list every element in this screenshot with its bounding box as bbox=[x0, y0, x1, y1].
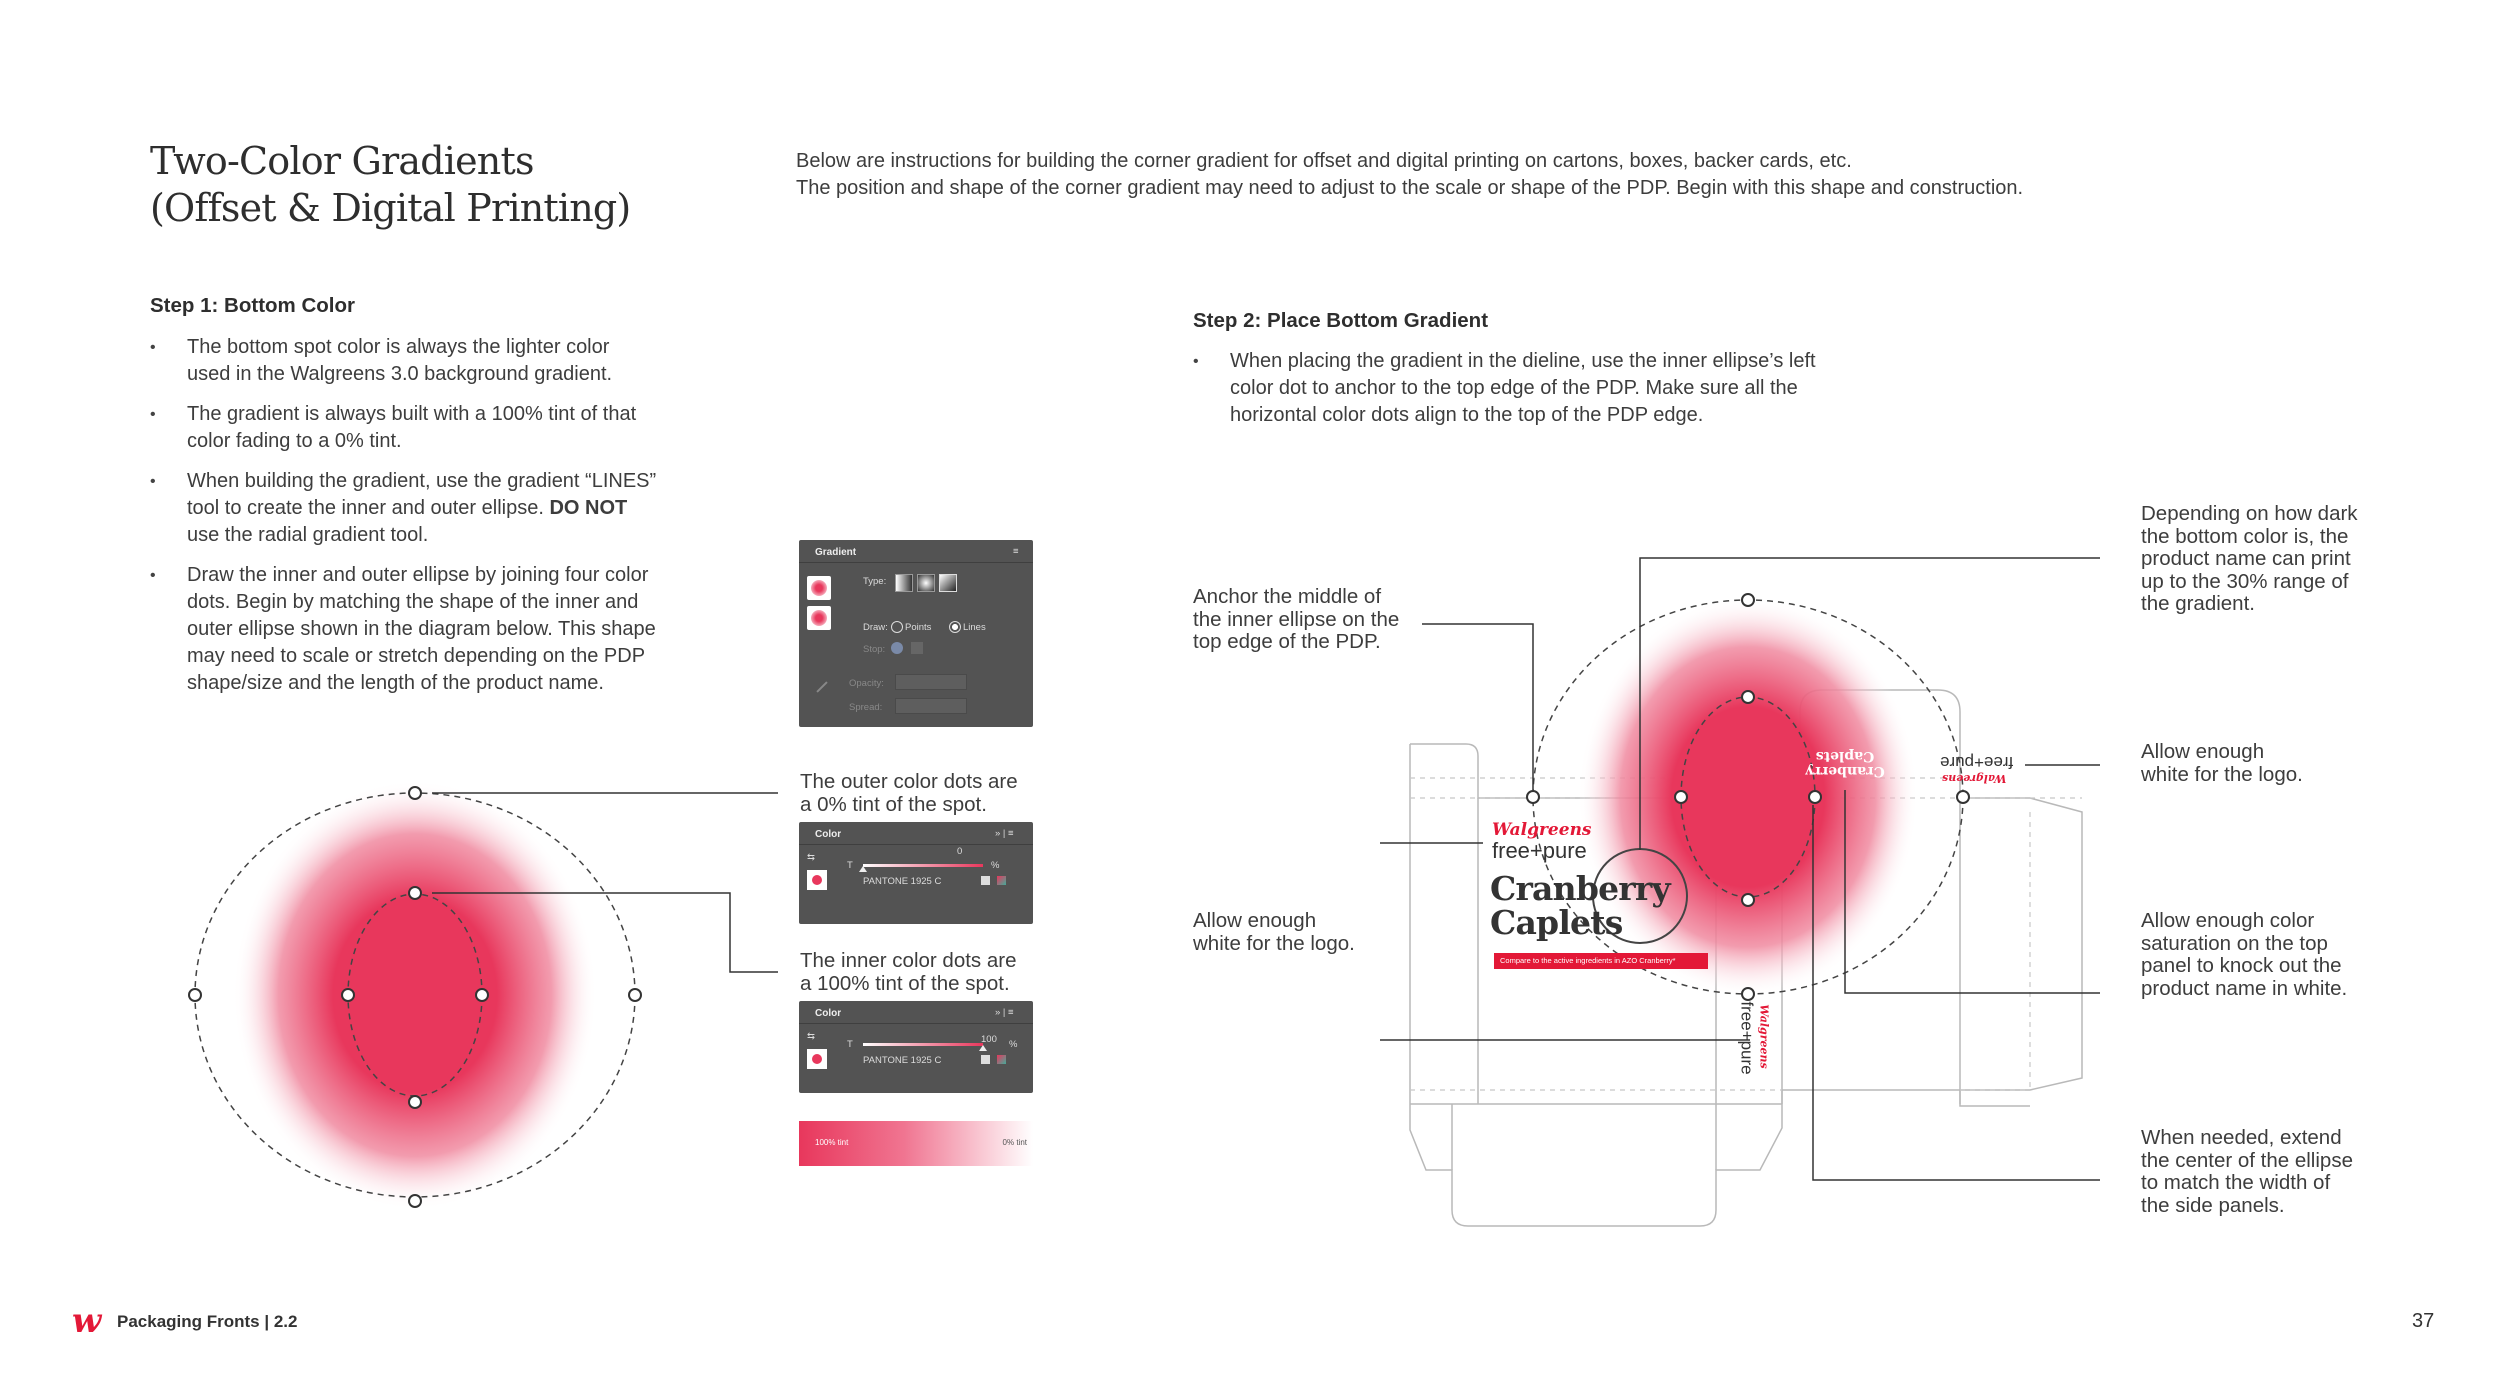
do-not-emphasis: DO NOT bbox=[549, 497, 628, 519]
spread-field[interactable] bbox=[895, 698, 967, 714]
footer-label: Packaging Fronts | 2.2 bbox=[117, 1312, 298, 1331]
extend-label: When needed, extend the center of the ellipse to match the width of the side panels. bbox=[2141, 1126, 2353, 1217]
step1-heading: Step 1: Bottom Color bbox=[150, 294, 355, 317]
allow-logo-left-label: Allow enough white for the logo. bbox=[1193, 909, 1355, 955]
swap-icon[interactable]: ⇆ bbox=[807, 852, 815, 863]
gradient-panel-title: Gradient bbox=[815, 547, 857, 558]
swap-icon[interactable]: ⇆ bbox=[807, 1031, 815, 1042]
step1-bullet-3: • When building the gradient, use the gradient “LINES” tool to create the inner and outer ellipse. DO NOT use the radial gradient tool. bbox=[150, 468, 710, 549]
top-panel-product-name: Cranberry Caplets bbox=[1805, 748, 1885, 779]
intro-line2: The position and shape of the corner gradient may need to adjust to the scale or shape of the PDP. Begin with this shape and construction. bbox=[796, 177, 2024, 199]
fill-swatch-icon[interactable] bbox=[807, 870, 827, 890]
inner-leader-line bbox=[432, 893, 778, 972]
inner-dot-right bbox=[476, 989, 488, 1001]
eyedropper-icon[interactable] bbox=[816, 681, 827, 692]
step1-list bbox=[150, 334, 710, 710]
points-radio[interactable] bbox=[891, 621, 903, 633]
tint-unit: % bbox=[991, 860, 1000, 871]
walgreens-w-logo-icon: w bbox=[72, 1301, 102, 1341]
menu-icon[interactable]: ≡ bbox=[1013, 546, 1019, 557]
swatch-grid-icon[interactable] bbox=[997, 1055, 1006, 1064]
dieline-outer-dot-left bbox=[1527, 791, 1539, 803]
saturation-label: Allow enough color saturation on the top panel to knock out the product name in white. bbox=[2141, 909, 2348, 1000]
top-panel-brand-logo: Walgreens bbox=[1942, 772, 2007, 785]
panel-menu-icon[interactable]: » | ≡ bbox=[995, 828, 1014, 839]
tint-unit: % bbox=[1009, 1039, 1018, 1050]
lines-label: Lines bbox=[963, 622, 986, 633]
left-leader-lines bbox=[420, 785, 800, 985]
inner-dots-label: The inner color dots are a 100% tint of the spot. bbox=[800, 949, 1017, 995]
spread-label: Spread: bbox=[849, 702, 883, 713]
linear-type-icon[interactable] bbox=[895, 574, 913, 592]
points-label: Points bbox=[905, 622, 932, 633]
dieline-outer-dot-right bbox=[1957, 791, 1969, 803]
color-panel-outer bbox=[799, 822, 1033, 924]
swatch-name: PANTONE 1925 C bbox=[863, 876, 942, 887]
step1-bullet-1: • The bottom spot color is always the lighter color used in the Walgreens 3.0 background gradient. bbox=[150, 334, 710, 388]
page-title bbox=[150, 138, 630, 232]
dieline-inner-dot-bottom bbox=[1742, 894, 1754, 906]
tint-slider-track[interactable] bbox=[863, 1043, 983, 1046]
tint-label: T bbox=[847, 860, 853, 871]
opacity-field[interactable] bbox=[895, 674, 967, 690]
radial-type-icon[interactable] bbox=[917, 574, 935, 592]
outer-dot-right bbox=[629, 989, 641, 1001]
dieline-inner-dot-top bbox=[1742, 691, 1754, 703]
package-subbrand: free+pure bbox=[1492, 838, 1587, 863]
side-panel-subbrand: free+pure bbox=[1737, 1001, 1757, 1075]
stop-icon[interactable] bbox=[891, 642, 903, 654]
tint-value[interactable]: 100 bbox=[981, 1034, 997, 1045]
fill-swatch-icon[interactable] bbox=[807, 1049, 827, 1069]
top-panel-subbrand: free+pure bbox=[1940, 753, 2014, 772]
gradient-panel bbox=[799, 540, 1033, 727]
tint-slider-thumb[interactable] bbox=[859, 866, 867, 872]
tint-slider-thumb[interactable] bbox=[979, 1045, 987, 1051]
package-product-name: Cranberry Caplets bbox=[1490, 869, 1670, 942]
step2-bullet-1: • When placing the gradient in the dieline, use the inner ellipse’s left color dot to anchor to the top edge of the PDP. Make sure all the horizontal color dots align to the top of the PDP edge. bbox=[1193, 348, 1893, 429]
color-panel-inner-title: Color bbox=[815, 1008, 842, 1019]
gradient-bar-right-label: 0% tint bbox=[1002, 1138, 1027, 1147]
swatch-grid-icon[interactable] bbox=[997, 876, 1006, 885]
swatch-name: PANTONE 1925 C bbox=[863, 1055, 942, 1066]
step1-bullet-4: • Draw the inner and outer ellipse by joining four color dots. Begin by matching the shape of the inner and outer ellipse shown in the diagram below. This shape may need to scale or stretch depending on the PDP shape/size and the length of the product name. bbox=[150, 562, 710, 697]
draw-label: Draw: bbox=[863, 622, 888, 633]
divider bbox=[799, 562, 1033, 563]
gradient-bar bbox=[799, 1121, 1033, 1166]
outer-dot-bottom bbox=[409, 1195, 421, 1207]
intro-text bbox=[796, 148, 2023, 202]
swatch-icon[interactable] bbox=[981, 876, 990, 885]
swatch-icon[interactable] bbox=[981, 1055, 990, 1064]
page-title-line2: (Offset & Digital Printing) bbox=[150, 186, 631, 230]
divider bbox=[799, 1023, 1033, 1024]
gradient-stroke-swatch[interactable] bbox=[807, 606, 831, 630]
inner-dot-bottom bbox=[409, 1096, 421, 1108]
dieline-outer-dot-bottom bbox=[1742, 988, 1754, 1000]
package-brand-logo: Walgreens bbox=[1492, 820, 1592, 840]
depending-label: Depending on how dark the bottom color is, the product name can print up to the 30% range of the gradient. bbox=[2141, 502, 2358, 615]
color-panel-outer-title: Color bbox=[815, 829, 842, 840]
gradient-swatch-icon[interactable] bbox=[807, 576, 831, 600]
tint-slider-track[interactable] bbox=[863, 864, 983, 867]
allow-logo-right-label: Allow enough white for the logo. bbox=[2141, 740, 2303, 786]
freeform-type-icon[interactable] bbox=[939, 574, 957, 592]
package-claim-banner: Compare to the active ingredients in AZO Cranberry* bbox=[1494, 953, 1708, 969]
stop-delete-icon[interactable] bbox=[911, 642, 923, 654]
side-panel-brand-logo: Walgreens bbox=[1757, 1004, 1771, 1069]
page-title-line1: Two-Color Gradients bbox=[150, 139, 534, 183]
step2-list bbox=[1193, 348, 1893, 442]
page-number: 37 bbox=[2412, 1310, 2435, 1332]
outer-dots-label: The outer color dots are a 0% tint of the spot. bbox=[800, 770, 1018, 816]
step2-heading: Step 2: Place Bottom Gradient bbox=[1193, 309, 1489, 332]
step1-bullet-2: • The gradient is always built with a 100% tint of that color fading to a 0% tint. bbox=[150, 401, 710, 455]
dieline-outer-dot-top bbox=[1742, 594, 1754, 606]
inner-dot-left bbox=[342, 989, 354, 1001]
dieline-diagram bbox=[1380, 540, 2100, 1240]
stop-label: Stop: bbox=[863, 644, 886, 655]
dieline-inner-dot-right bbox=[1809, 791, 1821, 803]
tint-label: T bbox=[847, 1039, 853, 1050]
type-label: Type: bbox=[863, 576, 887, 587]
divider bbox=[799, 844, 1033, 845]
color-panel-inner bbox=[799, 1001, 1033, 1093]
tint-value[interactable]: 0 bbox=[957, 846, 963, 857]
dieline-inner-dot-left bbox=[1675, 791, 1687, 803]
panel-menu-icon[interactable]: » | ≡ bbox=[995, 1007, 1014, 1018]
intro-line1: Below are instructions for building the corner gradient for offset and digital printing on cartons, boxes, backer cards, etc. bbox=[796, 150, 1852, 172]
lines-radio[interactable] bbox=[949, 621, 961, 633]
gradient-bar-left-label: 100% tint bbox=[815, 1138, 849, 1147]
opacity-label: Opacity: bbox=[849, 678, 884, 689]
anchor-label: Anchor the middle of the inner ellipse on the top edge of the PDP. bbox=[1193, 585, 1400, 653]
outer-dot-left bbox=[189, 989, 201, 1001]
